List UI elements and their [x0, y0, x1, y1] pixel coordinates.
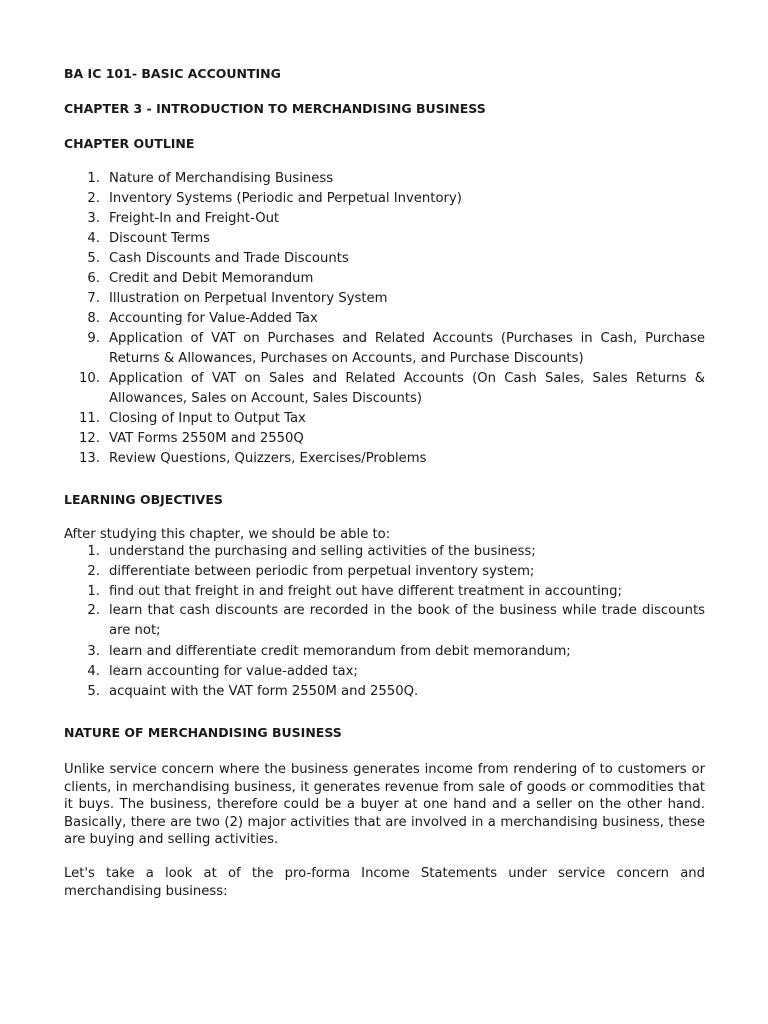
outline-item: 9. Application of VAT on Purchases and Related Accounts (Purchases in Cash, Purchase Returns & Allowances, Purchases on Accounts, and Purchase Discounts): [87, 331, 705, 366]
outline-item: 13. Review Questions, Quizzers, Exercises/Problems: [79, 451, 427, 466]
outline-item: 3. Freight-In and Freight-Out: [87, 211, 280, 226]
objective-item: 1. understand the purchasing and selling activities of the business;: [87, 544, 536, 559]
chapter-outline-heading: CHAPTER OUTLINE: [64, 136, 195, 151]
nature-paragraph-1: Unlike service concern where the business generates income from rendering of to customers or clients, in merchandising business, it generates revenue from sale of goods or commodities that it buys. The business, therefore could be a buyer at one hand and a seller on the other hand. Basically, there are two (2) major activities that are involved in a merchandising business, these are buying and selling activities.: [64, 762, 705, 847]
objective-item: 4. learn accounting for value-added tax;: [87, 664, 358, 679]
outline-item: 7. Illustration on Perpetual Inventory System: [87, 291, 388, 306]
outline-item: 6. Credit and Debit Memorandum: [87, 271, 314, 286]
outline-item: 5. Cash Discounts and Trade Discounts: [87, 251, 349, 266]
outline-item: 2. Inventory Systems (Periodic and Perpetual Inventory): [87, 191, 462, 206]
outline-item: 8. Accounting for Value-Added Tax: [87, 311, 318, 326]
objective-item: 5. acquaint with the VAT form 2550M and 2550Q.: [87, 684, 419, 699]
outline-item: 10. Application of VAT on Sales and Related Accounts (On Cash Sales, Sales Returns & Allowances, Sales on Account, Sales Discounts): [79, 371, 705, 406]
chapter-title: CHAPTER 3 - INTRODUCTION TO MERCHANDISING BUSINESS: [64, 101, 486, 116]
outline-item: 11. Closing of Input to Output Tax: [79, 411, 306, 426]
course-title: BA IC 101- BASIC ACCOUNTING: [64, 66, 281, 81]
objectives-intro: After studying this chapter, we should be able to:: [64, 527, 391, 542]
learning-objectives-heading: LEARNING OBJECTIVES: [64, 492, 223, 507]
objective-item: 2. learn that cash discounts are recorded in the book of the business while trade discounts are not;: [87, 603, 705, 638]
outline-item: 12. VAT Forms 2550M and 2550Q: [79, 431, 304, 446]
outline-item: 4. Discount Terms: [87, 231, 210, 246]
objective-item: 2. differentiate between periodic from perpetual inventory system;: [87, 564, 535, 579]
objective-item: 3. learn and differentiate credit memorandum from debit memorandum;: [87, 644, 571, 659]
objective-item: 1. find out that freight in and freight out have different treatment in accounting;: [87, 584, 622, 599]
nature-heading: NATURE OF MERCHANDISING BUSINESS: [64, 725, 342, 740]
outline-item: 1. Nature of Merchandising Business: [87, 171, 334, 186]
nature-paragraph-2: Let's take a look at of the pro-forma Income Statements under service concern and merchandising business:: [64, 866, 705, 899]
